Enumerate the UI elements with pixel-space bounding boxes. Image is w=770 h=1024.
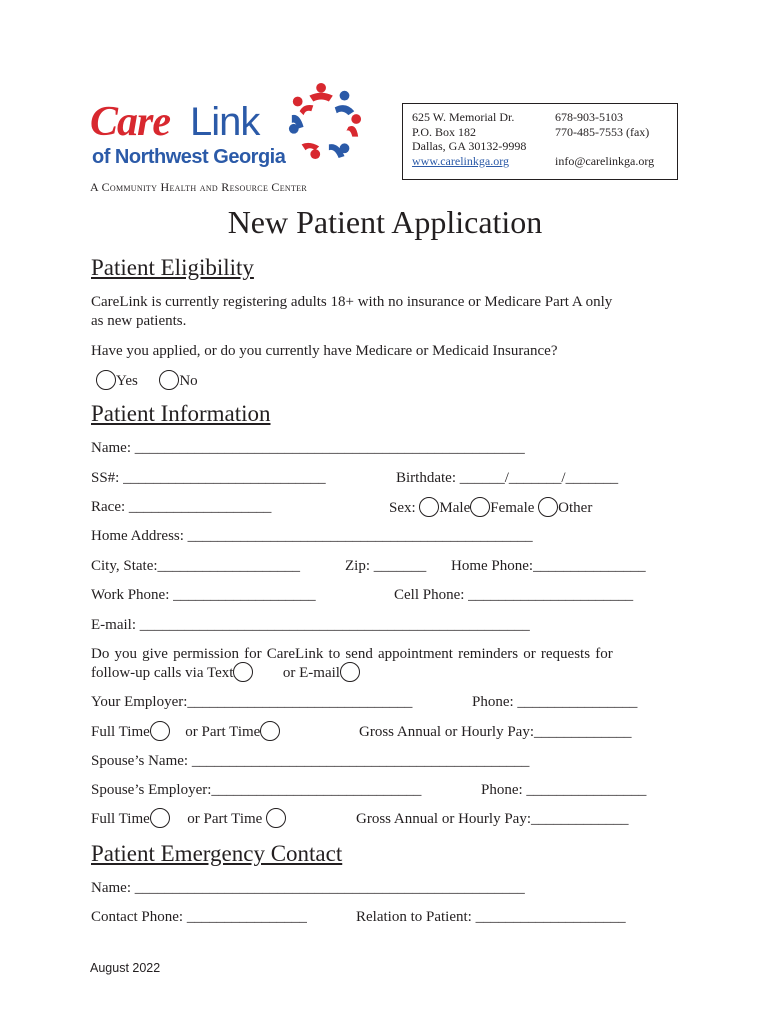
logo-care-text: Care	[90, 99, 170, 145]
emergency-name-field[interactable]: Name: ____________________________________________________	[91, 880, 525, 896]
spouse-full-time-label: Full Time	[91, 811, 150, 827]
insurance-options	[96, 370, 198, 390]
work-phone-field[interactable]: Work Phone: ___________________	[91, 587, 316, 603]
spouse-gross-pay-field[interactable]: Gross Annual or Hourly Pay:_____________	[356, 811, 629, 827]
employer-phone-field[interactable]: Phone: ________________	[472, 694, 638, 710]
spouse-part-time-radio[interactable]	[266, 808, 286, 828]
contact-phone-field[interactable]: Contact Phone: ________________	[91, 909, 307, 925]
sex-options	[389, 497, 592, 517]
logo-tagline	[90, 180, 307, 195]
zip-field[interactable]: Zip: _______	[345, 558, 427, 574]
address-column	[412, 110, 526, 168]
address-line-1: 625 W. Memorial Dr.	[412, 110, 515, 124]
name-field[interactable]: Name: ____________________________________________________	[91, 440, 525, 456]
people-circle-logo-icon	[286, 80, 364, 162]
yes-radio[interactable]	[96, 370, 116, 390]
tagline-text: A Community Health and Resource Center	[90, 180, 308, 194]
female-label: Female	[490, 500, 535, 516]
gross-pay-field[interactable]: Gross Annual or Hourly Pay:_____________	[359, 724, 632, 740]
address-line-3: Dallas, GA 30132-9998	[412, 139, 527, 153]
carelink-logo	[90, 80, 370, 195]
phone-column	[555, 110, 654, 168]
spouse-part-time-label: or Part Time	[187, 811, 263, 827]
part-time-radio[interactable]	[260, 721, 280, 741]
full-time-label: Full Time	[91, 724, 150, 740]
cell-phone-field[interactable]: Cell Phone: ______________________	[394, 587, 634, 603]
part-time-label: or Part Time	[185, 724, 261, 740]
employer-field[interactable]: Your Employer:______________________________	[91, 694, 413, 710]
spouse-employer-field[interactable]: Spouse’s Employer:____________________________	[91, 782, 422, 798]
other-radio[interactable]	[538, 497, 558, 517]
footer-date: August 2022	[90, 961, 161, 975]
email-option-label: or E-mail	[282, 665, 340, 681]
page-title: New Patient Application	[227, 204, 543, 240]
patient-info-heading: Patient Information	[91, 401, 271, 426]
male-radio[interactable]	[419, 497, 439, 517]
address-line-2: P.O. Box 182	[412, 124, 477, 139]
email-address: info@carelinkga.org	[555, 153, 655, 168]
contact-info-box	[402, 103, 678, 180]
home-address-field[interactable]: Home Address: ______________________________________________	[91, 528, 533, 544]
text-label: follow-up calls via Text	[91, 665, 234, 681]
eligibility-text-1: CareLink is currently registering adults 18+ with no insurance or Medicare Part A only	[91, 294, 613, 310]
no-radio[interactable]	[159, 370, 179, 390]
email-field[interactable]: E-mail: ____________________________________________________	[91, 617, 530, 633]
insurance-question: Have you applied, or do you currently have Medicare or Medicaid Insurance?	[91, 343, 558, 359]
emergency-contact-heading: Patient Emergency Contact	[91, 841, 343, 866]
logo-link-text: Link	[190, 100, 260, 144]
birthdate-field[interactable]: Birthdate: ______/_______/_______	[396, 470, 619, 486]
phone-number: 678-903-5103	[555, 110, 623, 124]
eligibility-heading: Patient Eligibility	[91, 255, 254, 280]
email-radio[interactable]	[340, 662, 360, 682]
permission-question: Do you give permission for CareLink to send appointment reminders or requests for	[91, 646, 613, 662]
spouse-full-time-radio[interactable]	[150, 808, 170, 828]
no-label: No	[179, 373, 198, 389]
ssn-field[interactable]: SS#: ___________________________	[91, 470, 326, 486]
other-label: Other	[558, 500, 593, 516]
spouse-name-field[interactable]: Spouse’s Name: _____________________________________________	[91, 753, 530, 769]
race-field[interactable]: Race: ___________________	[91, 499, 272, 515]
fax-number: 770-485-7553 (fax)	[555, 124, 650, 139]
relation-field[interactable]: Relation to Patient: ____________________	[356, 909, 626, 925]
eligibility-text-2: as new patients.	[91, 313, 187, 329]
sex-label: Sex:	[389, 500, 416, 516]
spouse-phone-field[interactable]: Phone: ________________	[481, 782, 647, 798]
text-radio[interactable]	[233, 662, 253, 682]
reminder-options	[91, 662, 360, 682]
logo-subtitle: of Northwest Georgia	[92, 146, 286, 168]
yes-label: Yes	[116, 373, 138, 389]
website-link[interactable]: www.carelinkga.org	[412, 153, 509, 168]
spouse-employment-type-options	[91, 808, 286, 828]
female-radio[interactable]	[470, 497, 490, 517]
employment-type-options	[91, 721, 280, 741]
home-phone-field[interactable]: Home Phone:_______________	[451, 558, 646, 574]
male-label: Male	[439, 500, 471, 516]
city-state-field[interactable]: City, State:___________________	[91, 558, 301, 574]
full-time-radio[interactable]	[150, 721, 170, 741]
